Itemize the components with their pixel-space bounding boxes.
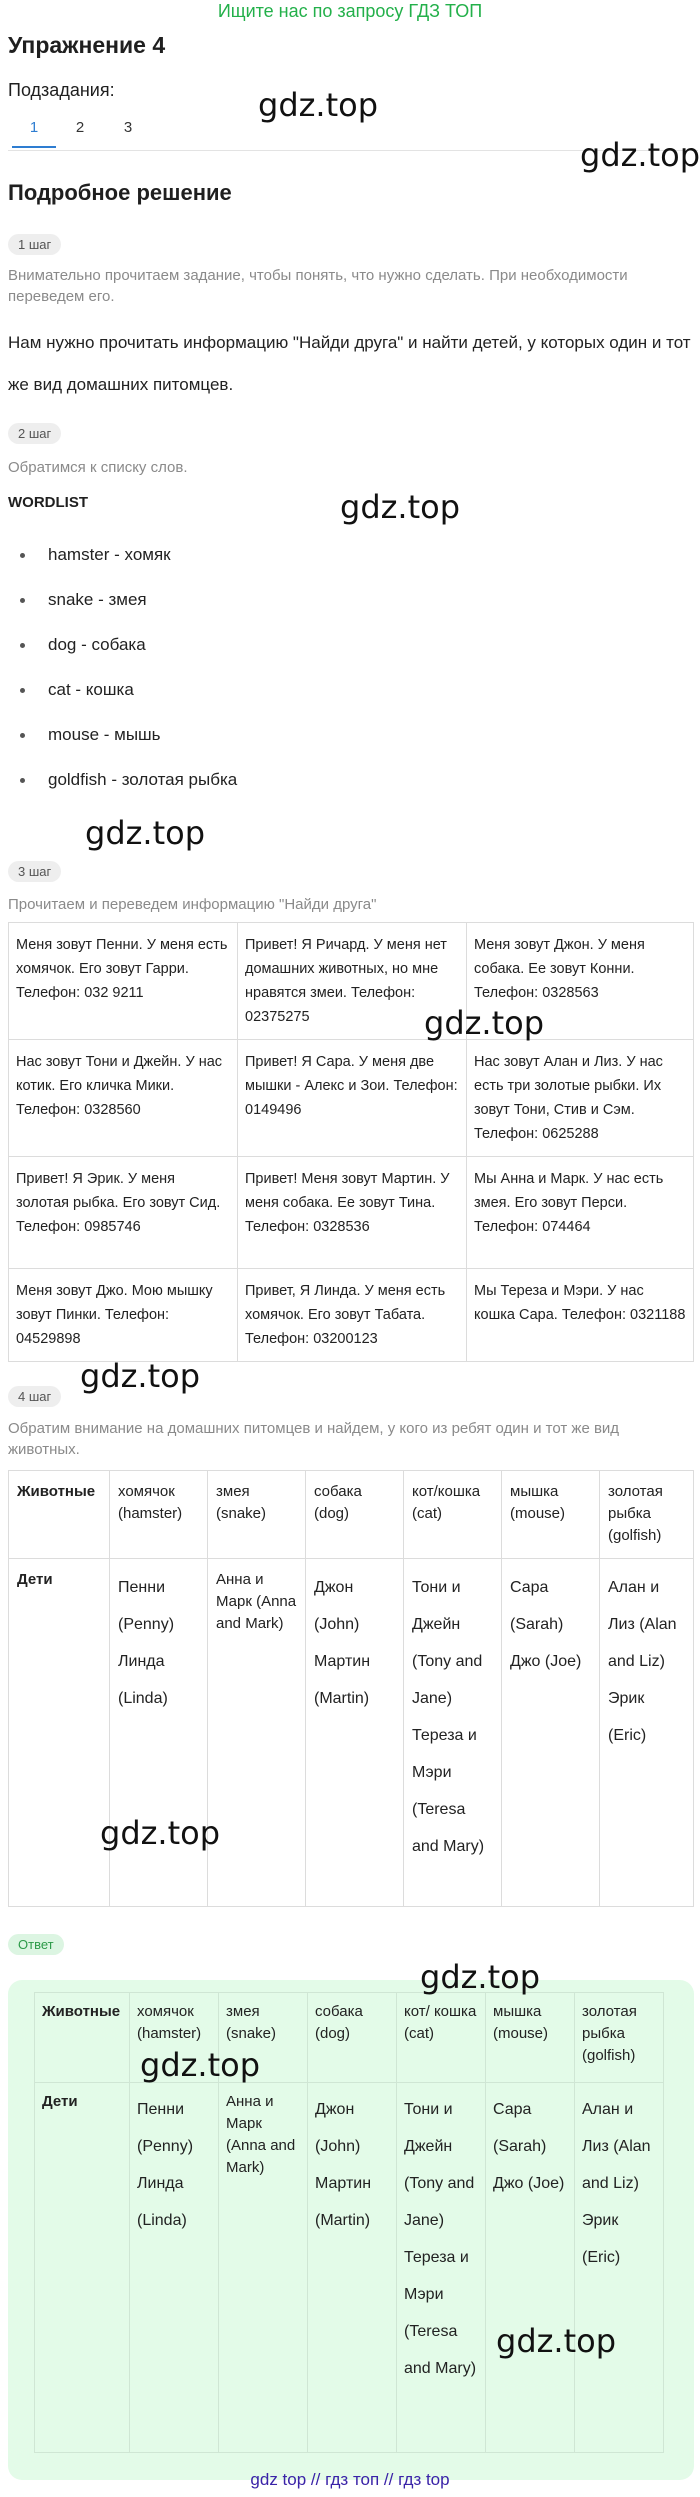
- animal-cell: кот/ кошка (cat): [397, 1993, 486, 2083]
- kids-cell: Анна и Марк (Anna and Mark): [219, 2083, 308, 2453]
- answer-badge: Ответ: [8, 1934, 64, 1955]
- kids-cell: Пенни (Penny) Линда (Linda): [130, 2083, 219, 2453]
- animal-cell: золотая рыбка (golfish): [600, 1471, 694, 1559]
- bullet-icon: [20, 778, 25, 783]
- watermark: gdz.top: [140, 2046, 261, 2084]
- kids-cell: Тони и Джейн (Tony and Jane) Тереза и Мэри (Teresa and Mary): [397, 2083, 486, 2453]
- animal-cell: хомячок (hamster): [130, 1993, 219, 2083]
- tab-1[interactable]: 1: [12, 110, 56, 148]
- bullet-icon: [20, 688, 25, 693]
- watermark: gdz.top: [420, 1958, 541, 1996]
- table-row: [35, 2083, 664, 2453]
- kids-cell: Джон (John) Мартин (Martin): [308, 2083, 397, 2453]
- promo-banner[interactable]: Ищите нас по запросу ГДЗ ТОП: [217, 1, 483, 21]
- animal-cell: мышка (mouse): [486, 1993, 575, 2083]
- kids-cell: Сара (Sarah) Джо (Joe): [502, 1559, 600, 1907]
- table-row: [9, 1471, 694, 1559]
- watermark: gdz.top: [80, 1357, 201, 1395]
- animal-cell: змея (snake): [219, 1993, 308, 2083]
- watermark: gdz.top: [340, 488, 461, 526]
- table-cell: Мы Анна и Марк. У нас есть змея. Его зовут Перси. Телефон: 074464: [467, 1157, 694, 1269]
- kids-cell: Пенни (Penny) Линда (Linda): [110, 1559, 208, 1907]
- table-row: [9, 1157, 694, 1269]
- row-header: Животные: [9, 1471, 110, 1559]
- find-a-friend-table: [8, 922, 694, 1362]
- table-row: [9, 1559, 694, 1907]
- step-badge: 1 шаг: [8, 234, 61, 255]
- step-badge: 2 шаг: [8, 423, 61, 444]
- wordlist-title: WORDLIST: [8, 494, 88, 511]
- step-hint: Внимательно прочитаем задание, чтобы понять, что нужно сделать. При необходимости переведем его.: [8, 267, 628, 305]
- table-cell: Привет, Я Линда. У меня есть хомячок. Его зовут Табата. Телефон: 03200123: [238, 1269, 467, 1362]
- step-hint: Обратим внимание на домашних питомцев и найдем, у кого из ребят один и тот же вид животных.: [8, 1420, 620, 1458]
- watermark: gdz.top: [258, 86, 379, 124]
- row-header: Дети: [35, 2083, 130, 2453]
- page-title: Упражнение 4: [8, 32, 166, 58]
- kids-cell: Алан и Лиз (Alan and Liz) Эрик (Eric): [600, 1559, 694, 1907]
- bullet-icon: [20, 553, 25, 558]
- table-row: [9, 1040, 694, 1157]
- table-cell: Меня зовут Джо. Мою мышку зовут Пинки. Телефон: 04529898: [9, 1269, 238, 1362]
- animal-cell: змея (snake): [208, 1471, 306, 1559]
- animal-cell: собака (dog): [306, 1471, 404, 1559]
- step-hint: Обратимся к списку слов.: [8, 459, 188, 476]
- row-header: Животные: [35, 1993, 130, 2083]
- table-cell: Мы Тереза и Мэри. У нас кошка Сара. Телефон: 0321188: [467, 1269, 694, 1362]
- row-header: Дети: [9, 1559, 110, 1907]
- table-cell: Привет! Я Сара. У меня две мышки - Алекс и Зои. Телефон: 0149496: [238, 1040, 467, 1157]
- kids-cell: Тони и Джейн (Tony and Jane) Тереза и Мэри (Teresa and Mary): [404, 1559, 502, 1907]
- table-cell: Нас зовут Алан и Лиз. У нас есть три золотые рыбки. Их зовут Тони, Стив и Сэм. Телефон: 0625288: [467, 1040, 694, 1157]
- step-hint: Прочитаем и переведем информацию "Найди друга": [8, 896, 377, 913]
- table-cell: Нас зовут Тони и Джейн. У нас котик. Его кличка Мики. Телефон: 0328560: [9, 1040, 238, 1157]
- kids-cell: Алан и Лиз (Alan and Liz) Эрик (Eric): [575, 2083, 664, 2453]
- table-cell: Привет! Меня зовут Мартин. У меня собака. Ее зовут Тина. Телефон: 0328536: [238, 1157, 467, 1269]
- tab-3[interactable]: 3: [123, 119, 133, 136]
- step-text: Нам нужно прочитать информацию "Найди друга" и найти детей, у которых один и тот же вид домашних питомцев.: [8, 333, 691, 394]
- table-cell: Меня зовут Пенни. У меня есть хомячок. Его зовут Гарри. Телефон: 032 9211: [9, 923, 238, 1040]
- watermark: gdz.top: [100, 1814, 221, 1852]
- bullet-icon: [20, 643, 25, 648]
- solution-heading: Подробное решение: [8, 180, 232, 205]
- watermark: gdz.top: [424, 1004, 545, 1042]
- table-row: [9, 923, 694, 1040]
- kids-cell: Анна и Марк (Anna and Mark): [208, 1559, 306, 1907]
- animal-cell: хомячок (hamster): [110, 1471, 208, 1559]
- watermark: gdz.top: [496, 2322, 617, 2360]
- tab-2[interactable]: 2: [75, 119, 85, 136]
- bullet-icon: [20, 598, 25, 603]
- answer-table: [34, 1992, 664, 2453]
- kids-cell: Джон (John) Мартин (Martin): [306, 1559, 404, 1907]
- watermark: gdz.top: [580, 136, 700, 174]
- table-cell: Привет! Я Ричард. У меня нет домашних животных, но мне нравятся змеи. Телефон: 02375275: [238, 923, 467, 1040]
- table-cell: Меня зовут Джон. У меня собака. Ее зовут Конни. Телефон: 0328563: [467, 923, 694, 1040]
- table-cell: Привет! Я Эрик. У меня золотая рыбка. Его зовут Сид. Телефон: 0985746: [9, 1157, 238, 1269]
- kids-cell: Сара (Sarah) Джо (Joe): [486, 2083, 575, 2453]
- table-row: [35, 1993, 664, 2083]
- watermark: gdz.top: [85, 814, 206, 852]
- step-badge: 3 шаг: [8, 861, 61, 882]
- bullet-icon: [20, 733, 25, 738]
- animal-cell: золотая рыбка (golfish): [575, 1993, 664, 2083]
- animal-cell: кот/кошка (cat): [404, 1471, 502, 1559]
- table-row: [9, 1269, 694, 1362]
- animal-cell: собака (dog): [308, 1993, 397, 2083]
- subtasks-label: Подзадания:: [8, 80, 115, 100]
- footer-links[interactable]: gdz top // гдз топ // гдз top: [250, 2470, 450, 2489]
- animal-cell: мышка (mouse): [502, 1471, 600, 1559]
- step-badge: 4 шаг: [8, 1386, 61, 1407]
